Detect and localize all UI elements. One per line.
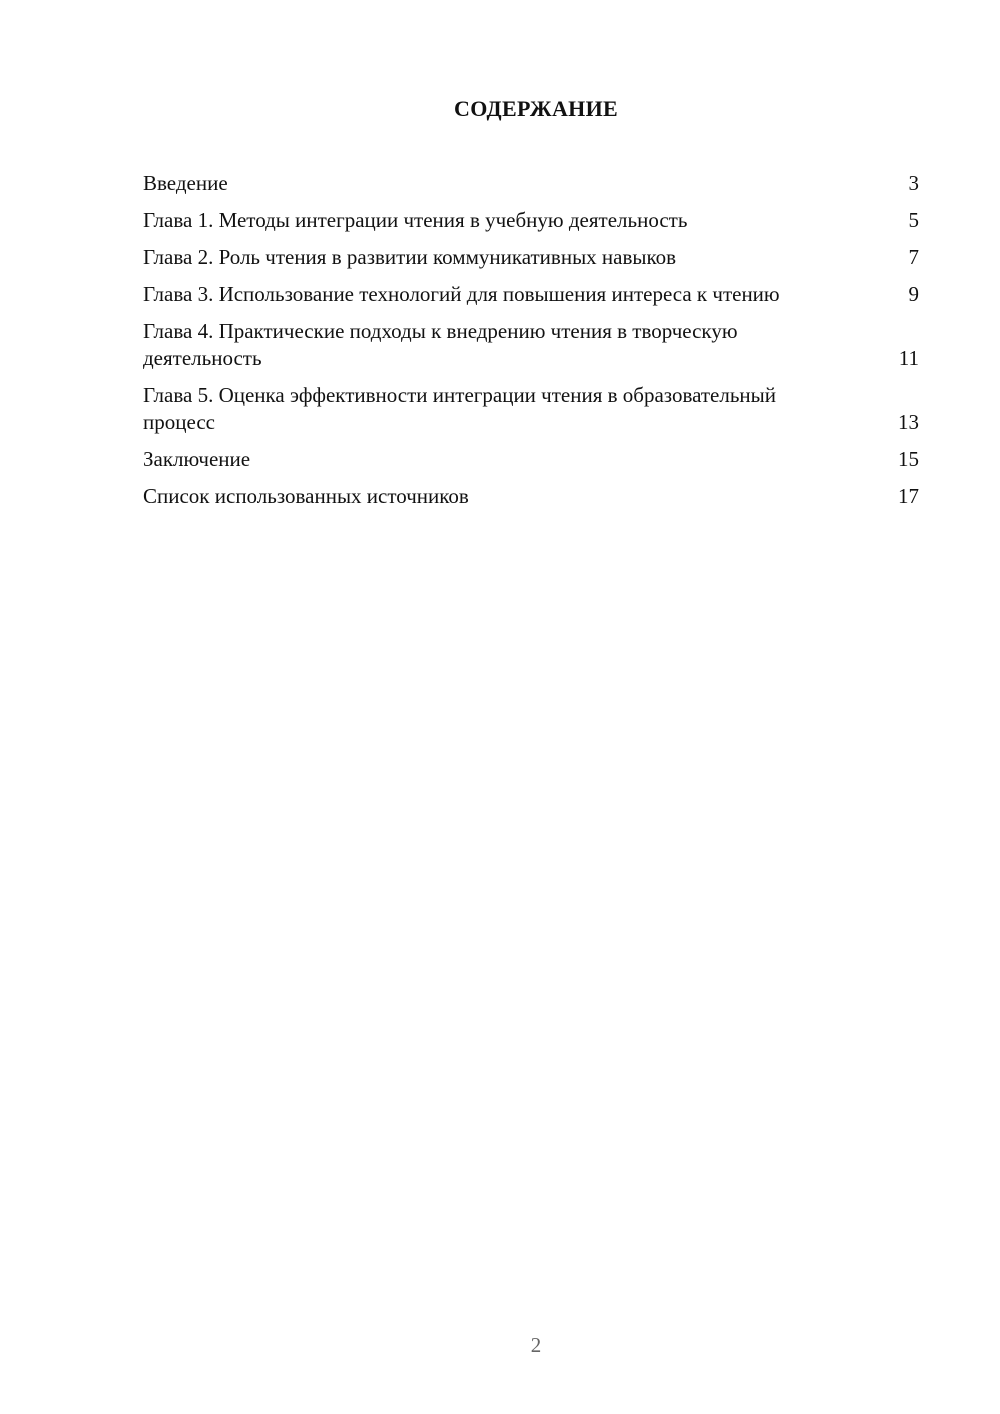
toc-entry-text: Глава 4. Практические подходы к внедрению чтения в творческую деятельность: [143, 319, 738, 370]
toc-entry-text: Глава 1. Методы интеграции чтения в учебную деятельность: [143, 208, 688, 232]
toc-entry-text: Глава 3. Использование технологий для повышения интереса к чтению: [143, 282, 780, 306]
page-title: СОДЕРЖАНИЕ: [454, 96, 618, 121]
toc-entry[interactable]: [143, 382, 919, 436]
toc-entry-page: 17: [898, 484, 919, 508]
toc-entry[interactable]: [143, 170, 919, 197]
toc-entry[interactable]: [143, 446, 919, 473]
toc-entry-text: Глава 5. Оценка эффективности интеграции чтения в образовательный процесс: [143, 383, 777, 434]
toc-entry-text: Заключение: [143, 447, 251, 471]
toc-entry-page: 5: [908, 208, 919, 232]
toc-entry-page: 7: [908, 245, 919, 269]
toc-entry[interactable]: [143, 207, 919, 234]
toc-entry[interactable]: [143, 318, 919, 372]
toc-entry[interactable]: [143, 281, 919, 308]
toc-entry-text: Введение: [143, 171, 228, 195]
toc-entry-text: Список использованных источников: [143, 484, 469, 508]
toc-entry-text: Глава 2. Роль чтения в развитии коммуникативных навыков: [143, 245, 677, 269]
toc-entry[interactable]: [143, 483, 919, 510]
table-of-contents: [143, 170, 919, 520]
toc-entry-page: 3: [908, 171, 919, 195]
toc-entry-page: 9: [908, 282, 919, 306]
toc-entry[interactable]: [143, 244, 919, 271]
toc-entry-page: 11: [898, 346, 919, 370]
toc-entry-page: 13: [898, 410, 919, 434]
page-number: 2: [530, 1333, 542, 1357]
toc-entry-page: 15: [898, 447, 919, 471]
